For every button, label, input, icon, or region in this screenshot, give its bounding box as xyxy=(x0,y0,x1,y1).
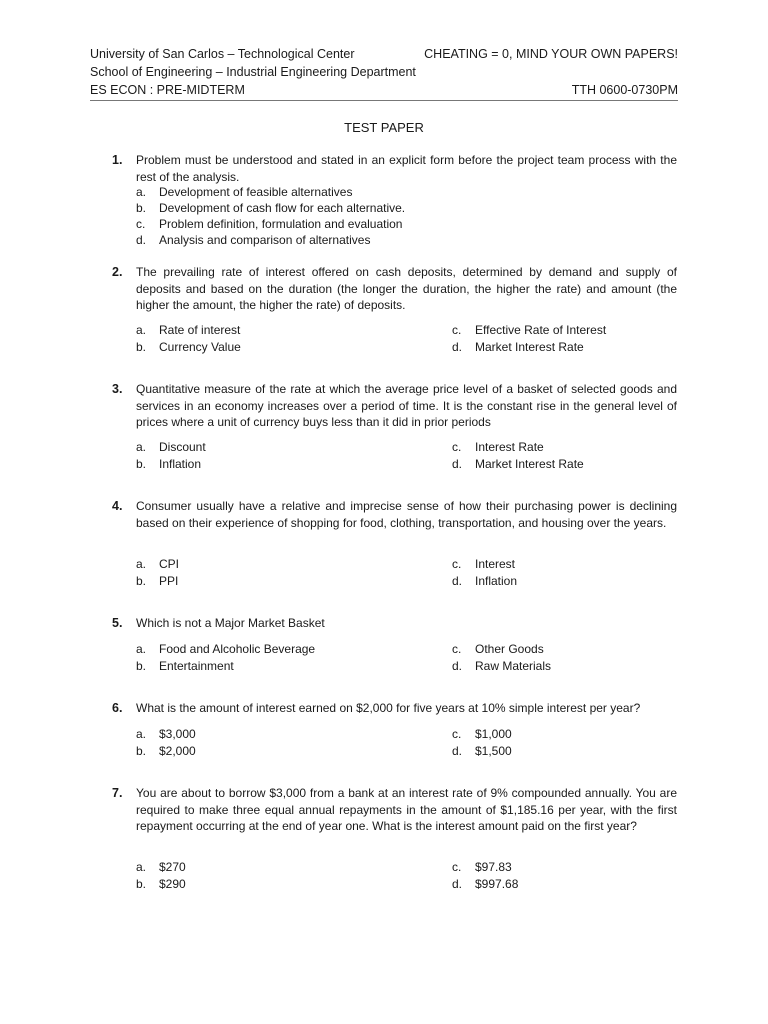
option-7b[interactable]: b. $290 xyxy=(136,877,186,891)
cheating-warning: CHEATING = 0, MIND YOUR OWN PAPERS! xyxy=(424,47,678,61)
header-line-3 xyxy=(90,82,678,99)
option-6d[interactable]: d. $1,500 xyxy=(452,744,512,758)
question-text: What is the amount of interest earned on $2,000 for five years at 10% simple interest per year? xyxy=(136,701,641,715)
option-2c[interactable]: c. Effective Rate of Interest xyxy=(452,323,607,337)
department-name: School of Engineering – Industrial Engineering Department xyxy=(90,65,416,79)
option-1d[interactable]: d. Analysis and comparison of alternatives xyxy=(136,233,371,247)
option-5c[interactable]: c. Other Goods xyxy=(452,642,544,656)
option-5a[interactable]: a. Food and Alcoholic Beverage xyxy=(136,642,316,656)
question-text: Quantitative measure of the rate at which the average price level of a basket of selected goods and services in an economy increases over a period of time. It is the constant rise in the general level of prices where a unit of currency buys less than it did in prior periods xyxy=(136,382,677,429)
question-text: The prevailing rate of interest offered on cash deposits, determined by demand and supply of deposits and based on the duration (the longer the duration, the higher the rate) and amount (the higher the amount, the higher the rate) of deposits. xyxy=(136,265,677,312)
option-4c[interactable]: c. Interest xyxy=(452,557,516,571)
option-7a[interactable]: a. $270 xyxy=(136,860,186,874)
question-number: 3. xyxy=(112,382,123,396)
option-4a[interactable]: a. CPI xyxy=(136,557,180,571)
option-3b[interactable]: b. Inflation xyxy=(136,457,202,471)
option-2a[interactable]: a. Rate of interest xyxy=(136,323,241,337)
option-4b[interactable]: b. PPI xyxy=(136,574,179,588)
option-3d[interactable]: d. Market Interest Rate xyxy=(452,457,584,471)
option-1b[interactable]: b. Development of cash flow for each alternative. xyxy=(136,201,406,215)
question-number: 2. xyxy=(112,265,123,279)
option-6a[interactable]: a. $3,000 xyxy=(136,727,196,741)
option-6b[interactable]: b. $2,000 xyxy=(136,744,196,758)
option-1a[interactable]: a. Development of feasible alternatives xyxy=(136,185,353,199)
option-5b[interactable]: b. Entertainment xyxy=(136,659,234,673)
course-exam: ES ECON : PRE-MIDTERM xyxy=(90,83,245,97)
option-7d[interactable]: d. $997.68 xyxy=(452,877,519,891)
option-5d[interactable]: d. Raw Materials xyxy=(452,659,552,673)
option-4d[interactable]: d. Inflation xyxy=(452,574,518,588)
option-2d[interactable]: d. Market Interest Rate xyxy=(452,340,584,354)
question-text: Consumer usually have a relative and imprecise sense of how their purchasing power is declining based on their experience of shopping for food, clothing, transportation, and housing over the years. xyxy=(136,499,677,530)
header-line-2 xyxy=(90,64,678,81)
header-divider xyxy=(90,100,678,101)
question-text: Which is not a Major Market Basket xyxy=(136,616,325,630)
question-number: 1. xyxy=(112,153,123,167)
school-name: University of San Carlos – Technological Center xyxy=(90,47,355,61)
option-1c[interactable]: c. Problem definition, formulation and evaluation xyxy=(136,217,403,231)
option-3a[interactable]: a. Discount xyxy=(136,440,206,454)
option-6c[interactable]: c. $1,000 xyxy=(452,727,512,741)
question-number: 7. xyxy=(112,786,123,800)
option-2b[interactable]: b. Currency Value xyxy=(136,340,241,354)
page-title: TEST PAPER xyxy=(344,120,424,135)
question-number: 4. xyxy=(112,499,123,513)
header-line-1 xyxy=(90,46,678,63)
schedule: TTH 0600-0730PM xyxy=(571,83,678,97)
option-3c[interactable]: c. Interest Rate xyxy=(452,440,544,454)
question-text: Problem must be understood and stated in an explicit form before the project team process with the rest of the analysis. xyxy=(136,153,677,184)
question-text: You are about to borrow $3,000 from a bank at an interest rate of 9% compounded annually. You are required to make three equal annual repayments in the amount of $1,185.16 per year, with the first repayment occurring at the end of year one. What is the interest amount paid on the first year? xyxy=(136,786,677,833)
option-7c[interactable]: c. $97.83 xyxy=(452,860,512,874)
question-number: 5. xyxy=(112,616,123,630)
question-number: 6. xyxy=(112,701,123,715)
